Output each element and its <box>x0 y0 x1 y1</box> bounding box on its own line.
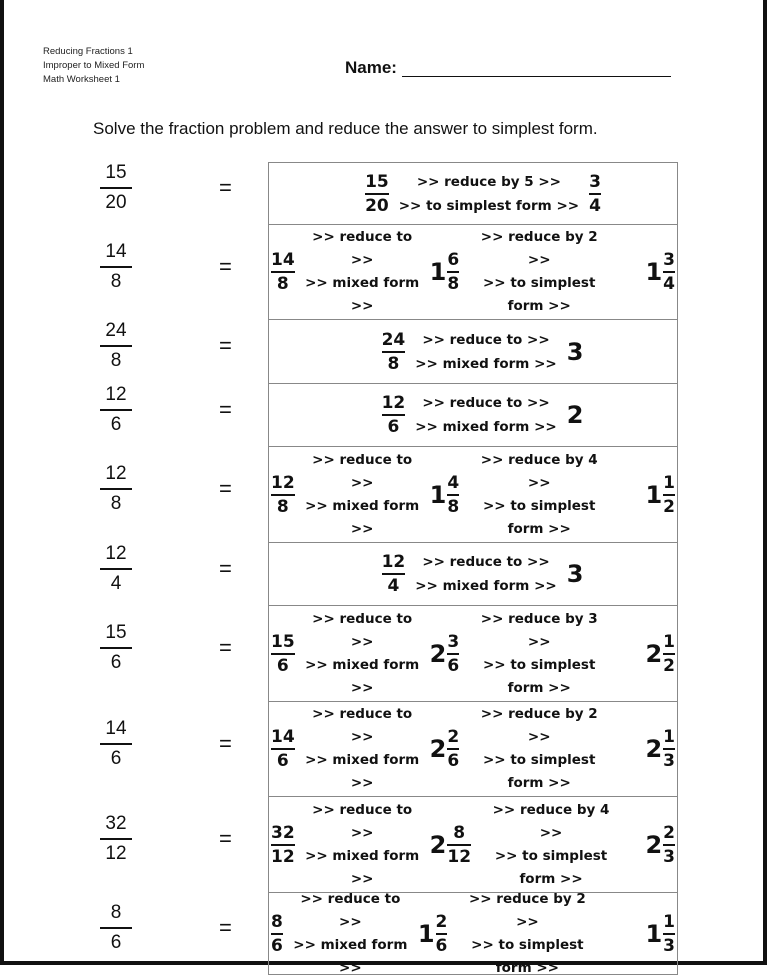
whole-part: 1 <box>417 919 435 948</box>
step-label: >> reduce to >> <box>312 451 413 491</box>
mixed-number <box>430 727 460 771</box>
mixed-number <box>271 250 295 294</box>
denominator: 2 <box>663 496 675 517</box>
denominator: 6 <box>387 417 400 437</box>
equals-sign: = <box>219 254 232 279</box>
whole-part: 1 <box>645 480 663 509</box>
instructions: Solve the fraction problem and reduce the answer to simplest form. <box>93 119 598 138</box>
step-label: >> mixed form >> <box>305 656 420 696</box>
denominator: 6 <box>276 751 289 771</box>
step-label: >> mixed form >> <box>305 847 420 887</box>
numerator: 12 <box>381 393 406 413</box>
mixed-number <box>271 912 283 956</box>
numerator: 1 <box>663 911 675 932</box>
mixed-number <box>589 172 601 216</box>
step-label: >> to simplest form >> <box>483 497 596 537</box>
fraction <box>663 473 675 517</box>
equals-sign: = <box>219 915 232 940</box>
mixed-number <box>645 912 675 956</box>
step-label: >> reduce to >> <box>312 229 413 268</box>
numerator: 12 <box>105 463 127 484</box>
answer-box <box>268 543 678 606</box>
step-label: >> mixed form >> <box>415 355 557 372</box>
answer-box <box>268 447 678 543</box>
denominator: 8 <box>110 492 122 514</box>
answer-whole: 3 <box>566 337 584 366</box>
fraction <box>663 250 675 294</box>
problem-row <box>0 606 767 702</box>
mixed-number <box>430 823 471 867</box>
numerator: 3 <box>589 171 601 192</box>
numerator: 14 <box>271 727 295 747</box>
denominator: 20 <box>105 191 127 213</box>
problem-row <box>0 702 767 797</box>
equals-sign: = <box>219 333 232 358</box>
numerator: 8 <box>271 911 283 932</box>
problem-fraction <box>96 812 136 866</box>
equals-sign: = <box>219 826 232 851</box>
mixed-number <box>271 823 295 867</box>
numerator: 3 <box>663 250 675 270</box>
answer-whole: 3 <box>566 560 584 588</box>
denominator: 8 <box>387 353 400 374</box>
fraction <box>447 727 459 771</box>
denominator: 3 <box>663 935 675 956</box>
numerator: 1 <box>663 472 675 493</box>
mixed-number <box>365 172 389 216</box>
denominator: 6 <box>110 413 122 435</box>
equals-sign: = <box>219 635 232 660</box>
fraction <box>271 823 295 867</box>
problem-fraction <box>96 901 136 955</box>
step-label: >> reduce by 5 >> <box>416 173 561 190</box>
numerator: 12 <box>105 384 127 405</box>
numerator: 15 <box>271 631 295 652</box>
problem-row <box>0 225 767 320</box>
answer-box <box>268 702 678 797</box>
denominator: 6 <box>271 935 283 956</box>
fraction <box>382 552 406 596</box>
step-label: >> mixed form >> <box>415 419 557 435</box>
denominator: 3 <box>663 846 675 867</box>
problem-row <box>0 384 767 447</box>
equals-sign: = <box>219 476 232 501</box>
step-label: >> to simplest form >> <box>494 847 608 887</box>
mixed-number <box>271 632 295 676</box>
denominator: 4 <box>387 576 400 596</box>
denominator: 4 <box>589 195 601 216</box>
problem-fraction <box>96 621 136 675</box>
denominator: 8 <box>276 496 289 517</box>
numerator: 15 <box>105 162 127 183</box>
problem-fraction <box>96 161 136 215</box>
denominator: 3 <box>663 751 675 771</box>
fraction <box>663 727 675 771</box>
numerator: 24 <box>381 329 406 350</box>
denominator: 6 <box>447 751 460 771</box>
answer-box <box>268 797 678 893</box>
whole-part: 1 <box>645 258 663 286</box>
denominator: 8 <box>447 274 460 294</box>
denominator: 6 <box>110 747 122 769</box>
numerator: 3 <box>447 631 460 652</box>
numerator: 32 <box>271 822 295 843</box>
problem-fraction <box>96 717 136 771</box>
fraction <box>382 393 406 437</box>
denominator: 20 <box>365 195 389 216</box>
numerator: 32 <box>105 813 127 834</box>
numerator: 15 <box>365 171 389 192</box>
answer-box <box>268 162 678 225</box>
step-label: >> to simplest form >> <box>483 656 596 696</box>
fraction <box>663 912 675 956</box>
fraction <box>663 823 675 867</box>
problem-row <box>0 890 767 976</box>
answer-box <box>268 384 678 447</box>
denominator: 12 <box>105 842 127 864</box>
fraction <box>436 912 448 956</box>
numerator: 4 <box>447 472 460 493</box>
fraction <box>663 632 675 676</box>
answer-box <box>268 890 678 976</box>
step-label: >> mixed form >> <box>293 936 408 976</box>
numerator: 1 <box>663 727 675 747</box>
mixed-number <box>430 473 460 517</box>
equals-sign: = <box>219 556 232 581</box>
fraction <box>271 727 295 771</box>
numerator: 12 <box>381 552 406 572</box>
step-label: >> reduce to >> <box>312 801 413 841</box>
step-label: >> mixed form >> <box>305 275 420 314</box>
meta-line: Improper to Mixed Form <box>43 60 145 71</box>
fraction <box>271 473 295 517</box>
numerator: 2 <box>435 911 448 932</box>
denominator: 2 <box>663 655 675 676</box>
step-label: >> to simplest form >> <box>483 752 596 791</box>
fraction <box>447 823 471 867</box>
problem-fraction <box>96 319 136 373</box>
mixed-number <box>645 727 675 771</box>
whole-part: 2 <box>645 639 663 668</box>
meta-line: Reducing Fractions 1 <box>43 46 133 57</box>
mixed-number <box>382 393 406 437</box>
numerator: 6 <box>447 250 460 270</box>
mixed-number <box>645 473 675 517</box>
equals-sign: = <box>219 175 232 200</box>
fraction <box>447 250 459 294</box>
denominator: 12 <box>271 846 295 867</box>
whole-part: 2 <box>645 735 663 763</box>
equals-sign: = <box>219 397 232 422</box>
name-field[interactable] <box>402 76 671 77</box>
denominator: 4 <box>663 274 675 294</box>
denominator: 4 <box>110 572 122 594</box>
step-label: >> reduce by 2 >> <box>468 890 586 930</box>
fraction <box>382 330 406 374</box>
denominator: 6 <box>447 655 460 676</box>
step-label: >> reduce by 2 >> <box>480 229 598 268</box>
mixed-number <box>645 632 675 676</box>
denominator: 6 <box>110 651 122 673</box>
answer-box <box>268 606 678 702</box>
fraction <box>271 912 283 956</box>
equals-sign: = <box>219 731 232 756</box>
numerator: 14 <box>271 250 295 270</box>
whole-part: 2 <box>429 639 447 668</box>
fraction <box>589 172 601 216</box>
numerator: 15 <box>105 622 127 643</box>
numerator: 12 <box>105 543 127 564</box>
mixed-number <box>645 823 675 867</box>
numerator: 1 <box>663 631 675 652</box>
problem-row <box>0 162 767 225</box>
whole-part: 1 <box>429 258 447 286</box>
problem-fraction <box>96 383 136 437</box>
step-label: >> to simplest form >> <box>483 275 596 314</box>
step-label: >> mixed form >> <box>305 497 420 537</box>
whole-part: 2 <box>429 735 447 763</box>
answer-box <box>268 225 678 320</box>
step-label: >> reduce to >> <box>422 331 550 348</box>
whole-part: 1 <box>645 919 663 948</box>
answer-box <box>268 320 678 384</box>
denominator: 8 <box>276 274 289 294</box>
mixed-number <box>645 250 675 294</box>
fraction <box>447 632 459 676</box>
problem-row <box>0 447 767 543</box>
problem-fraction <box>96 462 136 516</box>
problem-row <box>0 543 767 606</box>
numerator: 14 <box>105 241 127 262</box>
mixed-number <box>430 250 460 294</box>
numerator: 8 <box>110 902 122 923</box>
mixed-number <box>430 632 460 676</box>
denominator: 6 <box>110 931 122 953</box>
numerator: 2 <box>447 727 460 747</box>
fraction <box>271 632 295 676</box>
step-label: >> reduce by 4 >> <box>492 801 610 841</box>
mixed-number <box>271 473 295 517</box>
step-label: >> mixed form >> <box>305 752 420 791</box>
mixed-number <box>382 552 406 596</box>
fraction <box>365 172 389 216</box>
numerator: 14 <box>105 718 127 739</box>
step-label: >> reduce to >> <box>312 706 413 745</box>
mixed-number <box>418 912 448 956</box>
step-label: >> reduce to >> <box>312 610 413 650</box>
worksheet-meta <box>43 45 144 87</box>
step-label: >> mixed form >> <box>415 578 557 594</box>
mixed-number <box>382 330 406 374</box>
denominator: 6 <box>435 935 448 956</box>
numerator: 12 <box>271 472 295 493</box>
numerator: 24 <box>105 320 127 341</box>
answer-whole: 2 <box>566 401 584 429</box>
whole-part: 2 <box>645 830 663 859</box>
numerator: 2 <box>663 822 675 843</box>
whole-part: 1 <box>429 480 447 509</box>
step-label: >> reduce by 3 >> <box>480 610 598 650</box>
problem-row <box>0 320 767 384</box>
denominator: 12 <box>447 846 472 867</box>
denominator: 8 <box>447 496 460 517</box>
problem-row <box>0 797 767 893</box>
name-label: Name: <box>345 58 397 77</box>
mixed-number <box>271 727 295 771</box>
whole-part: 2 <box>429 830 447 859</box>
step-label: >> reduce to >> <box>300 890 401 930</box>
step-label: >> to simplest form >> <box>398 197 580 214</box>
meta-line: Math Worksheet 1 <box>43 74 120 85</box>
fraction <box>447 473 459 517</box>
step-label: >> reduce to >> <box>422 554 550 570</box>
numerator: 8 <box>453 822 466 843</box>
denominator: 6 <box>276 655 289 676</box>
problem-fraction <box>96 240 136 294</box>
denominator: 8 <box>110 349 122 371</box>
fraction <box>271 250 295 294</box>
problem-fraction <box>96 542 136 596</box>
step-label: >> to simplest form >> <box>471 936 584 976</box>
step-label: >> reduce to >> <box>422 395 550 411</box>
step-label: >> reduce by 4 >> <box>480 451 598 491</box>
step-label: >> reduce by 2 >> <box>480 706 598 745</box>
denominator: 8 <box>110 270 122 292</box>
